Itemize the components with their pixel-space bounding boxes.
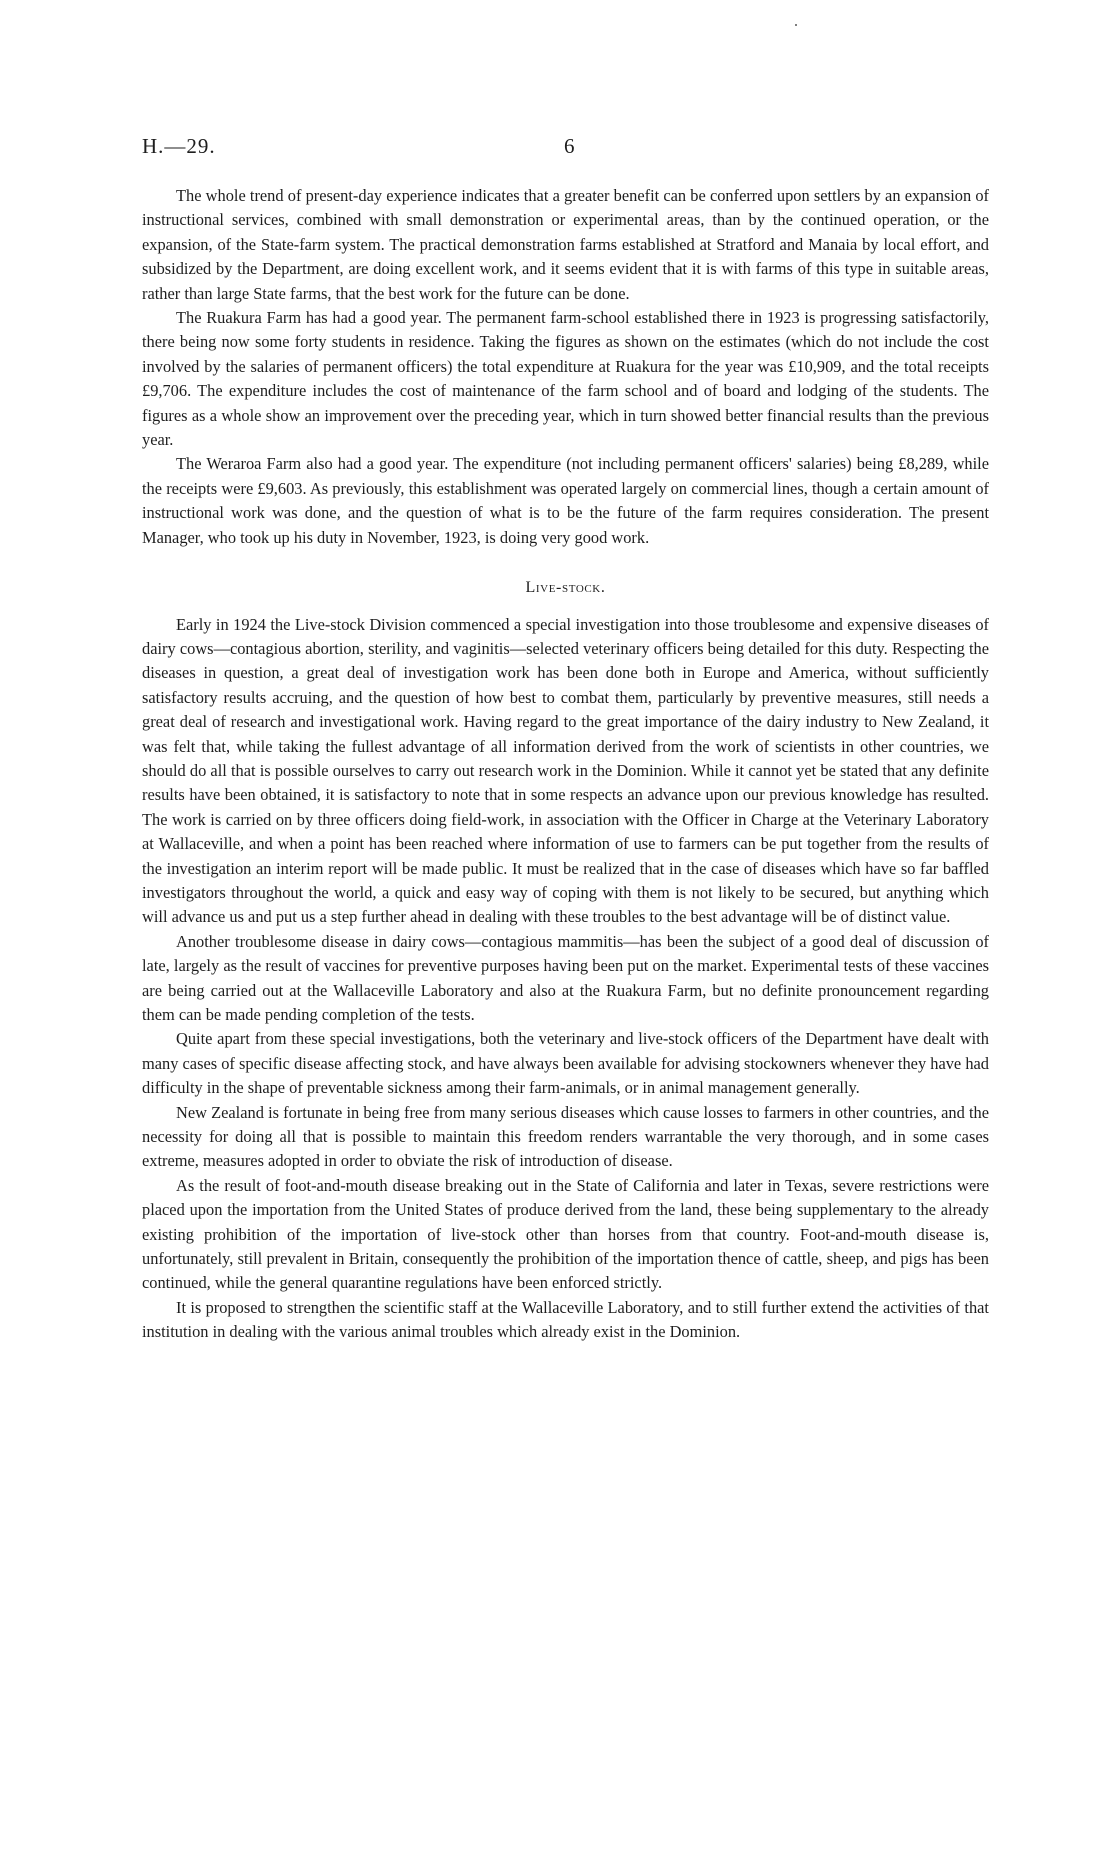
paragraph-officers-advice: Quite apart from these special investigations, both the veterinary and live-stock officers of the Department have dealt with many cases of specific disease affecting stock, and have always been available for advising stockowners whenever they have had difficulty in the shape of preventable sickness among their farm-animals, or in animal management generally. bbox=[142, 1029, 989, 1098]
page-number: 6 bbox=[564, 134, 575, 158]
paragraph-state-farm-trend: The whole trend of present-day experience indicates that a greater benefit can be conferred upon settlers by an expansion of instructional services, combined with small demonstration or experimental areas, than by the continued operation, or the expansion, of the State-farm system. The practical demonstration farms established at Stratford and Manaia by local effort, and subsidized by the Department, are doing excellent work, and it seems evident that it is with farms of this type in suitable areas, rather than large State farms, that the best work for the future can be done. bbox=[142, 186, 989, 303]
document-reference: H.—29. bbox=[142, 134, 216, 158]
paragraph-dairy-investigation: Early in 1924 the Live-stock Division commenced a special investigation into those troublesome and expensive diseases of dairy cows—contagious abortion, sterility, and vaginitis—selected veterinary officers being detailed for this duty. Respecting the diseases in question, a great deal of investigation work has been done both in Europe and America, without sufficiently satisfactory results accruing, and the question of how best to combat them, particularly by preventive measures, still needs a great deal of research and investigational work. Having regard to the great importance of the dairy industry to New Zealand, it was felt that, while taking the fullest advantage of all information derived from the work of scientists in other countries, we should do all that is possible ourselves to carry out research work in the Dominion. While it cannot yet be stated that any definite results have been obtained, it is satisfactory to note that in some respects an advance upon our previous knowledge has resulted. The work is carried on by three officers doing field-work, in association with the Officer in Charge at the Veterinary Laboratory at Wallaceville, and when a point has been reached where information of use to farmers can be put together from the results of the investigation an interim report will be made public. It must be realized that in the case of diseases which have so far baffled investigators throughout the world, a quick and easy way of coping with them is not likely to be secured, but anything which will advance us and put us a step further ahead in dealing with these troubles to the best advantage will be of distinct value. bbox=[142, 614, 989, 927]
scan-speck bbox=[795, 24, 797, 26]
paragraph-wallaceville-staff: It is proposed to strengthen the scientific staff at the Wallaceville Laboratory, and to still further extend the activities of that institution in dealing with the various animal troubles which already exist in the Dominion. bbox=[142, 1297, 989, 1342]
paragraph-disease-freedom: New Zealand is fortunate in being free from many serious diseases which cause losses to farmers in other countries, and the necessity for doing all that is possible to maintain this freedom renders warrantable the very thorough, and in some cases extreme, measures adopted in order to obviate the risk of introduction of disease. bbox=[142, 1102, 989, 1171]
paragraph-ruakura-farm: The Ruakura Farm has had a good year. The permanent farm-school established there in 1923 is progressing satisfactorily, there being now some forty students in residence. Taking the figures as shown on the estimates (which do not include the cost involved by the salaries of permanent officers) the total expenditure at Ruakura for the year was £10,909, and the total receipts £9,706. The expenditure includes the cost of maintenance of the farm school and of board and lodging of the students. The figures as a whole show an improvement over the preceding year, which in turn showed better financial results than the previous year. bbox=[142, 308, 989, 450]
paragraph-mammitis: Another troublesome disease in dairy cows—contagious mammitis—has been the subject of a good deal of discussion of late, largely as the result of vaccines for preventive purposes having been put on the market. Experimental tests of these vaccines are being carried out at the Wallaceville Laboratory and also at the Ruakura Farm, but no definite pronouncement regarding them can be made pending completion of the tests. bbox=[142, 931, 989, 1024]
section-heading-live-stock: Live-stock. bbox=[525, 579, 606, 597]
paragraph-foot-and-mouth: As the result of foot-and-mouth disease breaking out in the State of California and later in Texas, severe restrictions were placed upon the importation from the United States of produce derived from the land, these being supplementary to the already existing prohibition of the importation of live-stock other than horses from that country. Foot-and-mouth disease is, unfortunately, still prevalent in Britain, consequently the prohibition of the importation thence of cattle, sheep, and pigs has been continued, while the general quarantine regulations have been enforced strictly. bbox=[142, 1175, 989, 1293]
paragraph-weraroa-farm: The Weraroa Farm also had a good year. The expenditure (not including permanent officers' salaries) being £8,289, while the receipts were £9,603. As previously, this establishment was operated largely on commercial lines, though a certain amount of instructional work was done, and the question of what is to be the future of the farm requires consideration. The present Manager, who took up his duty in November, 1923, is doing very good work. bbox=[142, 454, 989, 547]
page-header bbox=[142, 134, 972, 164]
page-body bbox=[142, 184, 989, 1345]
